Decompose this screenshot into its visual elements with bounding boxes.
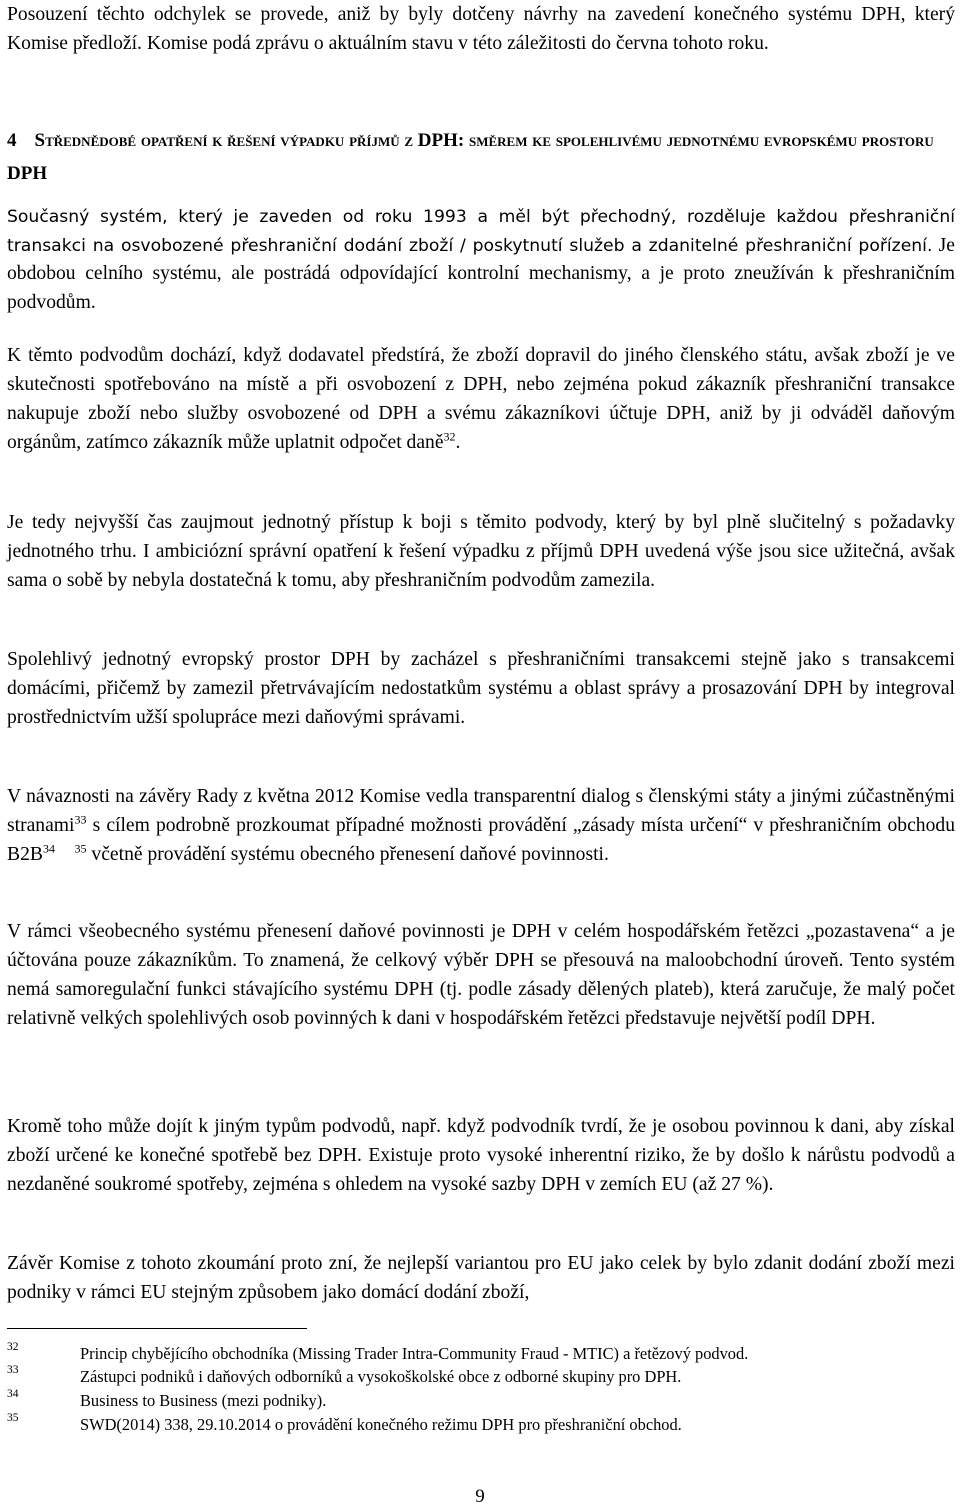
paragraph-text: Závěr Komise z tohoto zkoumání proto zní, že nejlepší variantou pro EU jako celek by bylo zdanit dodání zboží mezi podniky v rámci EU stejným způsobem jako domácí dodání zboží, bbox=[7, 1253, 955, 1303]
paragraph-unified-approach bbox=[7, 508, 955, 595]
footnote-text: SWD(2014) 338, 29.10.2014 o provádění konečného režimu DPH pro přeshraniční obchod. bbox=[80, 1415, 682, 1434]
section-title: Střednědobé opatření k řešení výpadku příjmů z DPH: směrem ke spolehlivému jednotnému evropskému prostoru DPH bbox=[7, 130, 934, 184]
paragraph-conclusion bbox=[7, 1249, 955, 1307]
paragraph-text: Posouzení těchto odchylek se provede, aniž by byly dotčeny návrhy na zavedení konečného systému DPH, který Komise předloží. Komise podá zprávu o aktuálním stavu v této záležitosti do června tohoto roku. bbox=[7, 4, 955, 54]
footnote-mark: 34 bbox=[7, 1388, 19, 1400]
section-number: 4 bbox=[7, 130, 17, 151]
footnote-ref-34[interactable]: 34 bbox=[42, 841, 55, 856]
paragraph-intro bbox=[7, 0, 955, 58]
footnote-ref-35[interactable]: 35 bbox=[74, 841, 87, 856]
footnote-text: Zástupci podniků i daňových odborníků a vysokoškolské obce z odborné skupiny pro DPH. bbox=[80, 1367, 682, 1386]
paragraph-text: I ambiciózní správní opatření k řešení výpadku z příjmů DPH uvedená výše jsou sice užitečná, avšak sama o sobě by nebyla dostatečná k tomu, aby přeshraničním podvodům zamezila. bbox=[7, 541, 956, 591]
footnote-text: Business to Business (mezi podniky). bbox=[80, 1391, 327, 1410]
paragraph-text: Kromě toho může dojít k jiným typům podvodů, např. když podvodník tvrdí, že je osobou povinnou k dani, aby získal zboží určené ke konečné spotřebě bez DPH. Existuje proto vysoké inherentní riziko, že by došlo k nárůstu podvodů a nezdaněné soukromé spotřeby, zejména s ohledem na vysoké sazby DPH v zemích EU (až 27 %). bbox=[7, 1116, 955, 1195]
paragraph-dialogue bbox=[7, 782, 955, 869]
paragraph-other-fraud bbox=[7, 1112, 955, 1199]
paragraph-text: Současný systém, který je zaveden od roku 1993 a měl být přechodný, rozděluje každou přeshraniční transakci na osvobozené přeshraniční dodání zboží / poskytnutí služeb a zdanitelné přeshraniční pořízení. bbox=[7, 207, 955, 256]
paragraph-text: s cílem podrobně prozkoumat případné možnosti provádění „zásady místa určení“ v přeshraničním obchodu B2B bbox=[7, 815, 955, 865]
paragraph-current-system bbox=[7, 203, 955, 317]
paragraph-text: včetně provádění systému obecného přenesení daňové povinnosti. bbox=[86, 844, 609, 865]
paragraph-text: Je tedy nejvyšší čas zaujmout jednotný přístup k boji s těmito podvody, který by byl plně slučitelný s požadavky jednotného trhu. bbox=[7, 512, 955, 562]
footnote-mark: 35 bbox=[7, 1412, 19, 1424]
paragraph-text: Spolehlivý jednotný evropský prostor DPH by zacházel s přeshraničními transakcemi stejně jako s transakcemi domácími, přičemž by zamezil přetrvávajícím nedostatkům systému a oblast správy a prosazování DPH by integroval prostřednictvím užší spolupráce mezi daňovými správami. bbox=[7, 649, 955, 728]
section-heading bbox=[7, 124, 955, 190]
paragraph-text: V návaznosti na závěry Rady z května 2012 Komise vedla transparentní dialog s členskými státy a jinými zúčastněnými stranami bbox=[7, 786, 955, 836]
paragraph-text: . bbox=[455, 432, 461, 453]
page-number: 9 bbox=[475, 1486, 485, 1507]
footnote-ref-32[interactable]: 32 bbox=[443, 429, 456, 444]
footnote-mark: 33 bbox=[7, 1364, 19, 1376]
paragraph-text: Je obdobou celního systému, ale postrádá odpovídající kontrolní mechanismy, a je proto zneužíván k přeshraničním podvodům. bbox=[7, 234, 955, 313]
paragraph-fraud bbox=[7, 341, 955, 457]
paragraph-reverse-charge bbox=[7, 917, 955, 1033]
footnote-mark: 32 bbox=[7, 1341, 19, 1353]
footnote-separator bbox=[7, 1328, 307, 1329]
paragraph-reliable-space bbox=[7, 645, 955, 732]
footnote-ref-33[interactable]: 33 bbox=[74, 812, 87, 827]
paragraph-text: V rámci všeobecného systému přenesení daňové povinnosti je DPH v celém hospodářském řetězci „pozastavena“ a je účtována pouze zákazníkům. To znamená, že celkový výběr DPH se přesouvá na maloobchodní úroveň. Tento systém nemá samoregulační funkci stávajícího systému DPH (tj. podle zásady dělených plateb), která zaručuje, že malý počet relativně velkých spolehlivých osob povinných k dani v hospodářském řetězci představuje největší podíl DPH. bbox=[7, 921, 955, 1029]
paragraph-text: K těmto podvodům dochází, když dodavatel předstírá, že zboží dopravil do jiného členského státu, avšak zboží je ve skutečnosti spotřebováno na místě a při osvobození z DPH, nebo zejména pokud zákazník přeshraniční transakce nakupuje zboží nebo služby osvobozené od DPH a svému zákazníkovi účtuje DPH, aniž by ji odváděl daňovým orgánům, zatímco zákazník může uplatnit odpočet daně bbox=[7, 345, 955, 453]
footnote-text: Princip chybějícího obchodníka (Missing Trader Intra-Community Fraud - MTIC) a řetězový podvod. bbox=[80, 1344, 749, 1363]
